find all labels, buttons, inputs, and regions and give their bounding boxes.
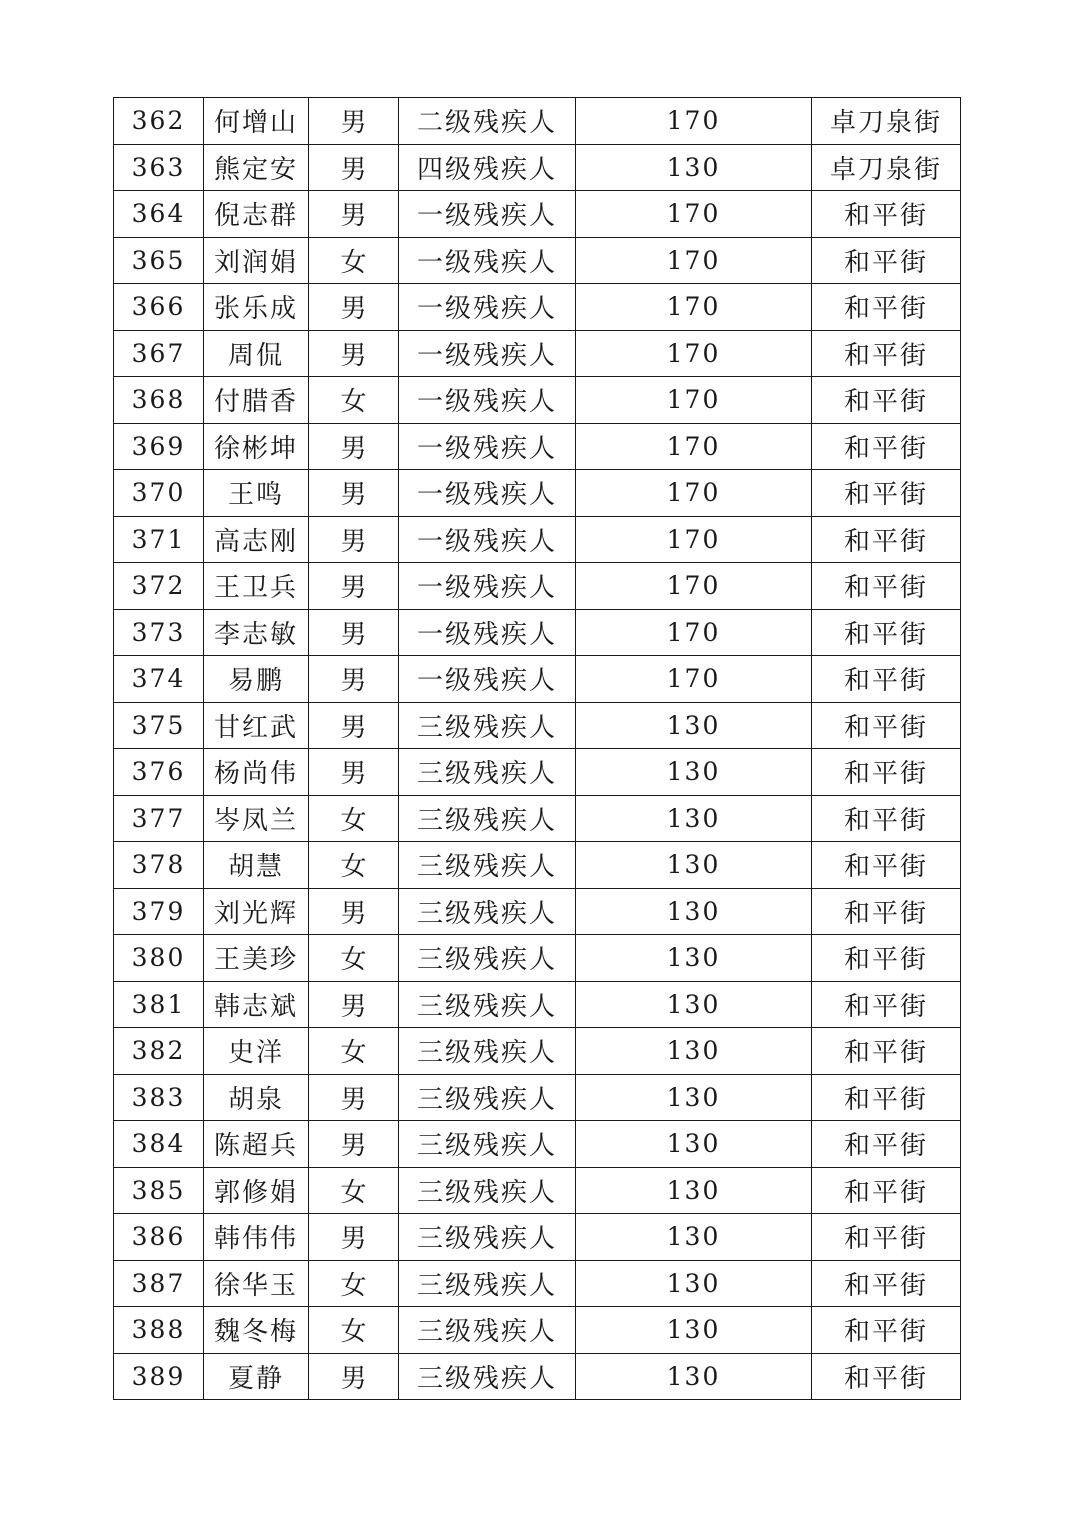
cell-number: 373	[114, 609, 204, 656]
cell-name: 郭修娟	[204, 1167, 309, 1214]
cell-name: 甘红武	[204, 702, 309, 749]
cell-number: 384	[114, 1121, 204, 1168]
table-row	[114, 656, 961, 703]
cell-gender: 男	[309, 563, 399, 610]
cell-name: 王鸣	[204, 470, 309, 517]
cell-number: 389	[114, 1353, 204, 1400]
table-row	[114, 516, 961, 563]
cell-number: 380	[114, 935, 204, 982]
cell-disability-level: 三级残疾人	[399, 842, 576, 889]
cell-number: 378	[114, 842, 204, 889]
cell-disability-level: 一级残疾人	[399, 516, 576, 563]
cell-gender: 男	[309, 516, 399, 563]
cell-number: 365	[114, 237, 204, 284]
cell-street: 和平街	[812, 1074, 961, 1121]
cell-disability-level: 一级残疾人	[399, 609, 576, 656]
cell-amount: 130	[576, 1028, 812, 1075]
cell-street: 和平街	[812, 237, 961, 284]
cell-disability-level: 三级残疾人	[399, 795, 576, 842]
cell-disability-level: 三级残疾人	[399, 888, 576, 935]
cell-number: 374	[114, 656, 204, 703]
cell-amount: 130	[576, 935, 812, 982]
cell-amount: 130	[576, 1074, 812, 1121]
cell-disability-level: 一级残疾人	[399, 237, 576, 284]
cell-disability-level: 三级残疾人	[399, 1214, 576, 1261]
cell-amount: 130	[576, 888, 812, 935]
cell-name: 易鹏	[204, 656, 309, 703]
cell-street: 和平街	[812, 1028, 961, 1075]
cell-gender: 女	[309, 935, 399, 982]
cell-amount: 170	[576, 191, 812, 238]
cell-street: 和平街	[812, 377, 961, 424]
cell-street: 和平街	[812, 1214, 961, 1261]
cell-number: 386	[114, 1214, 204, 1261]
cell-amount: 130	[576, 1307, 812, 1354]
cell-name: 夏静	[204, 1353, 309, 1400]
cell-disability-level: 三级残疾人	[399, 981, 576, 1028]
cell-disability-level: 一级残疾人	[399, 377, 576, 424]
table-row	[114, 1260, 961, 1307]
cell-gender: 女	[309, 1307, 399, 1354]
cell-gender: 男	[309, 702, 399, 749]
cell-street: 和平街	[812, 1167, 961, 1214]
cell-number: 369	[114, 423, 204, 470]
cell-number: 388	[114, 1307, 204, 1354]
table-row	[114, 935, 961, 982]
cell-disability-level: 三级残疾人	[399, 935, 576, 982]
cell-name: 高志刚	[204, 516, 309, 563]
table-row	[114, 1028, 961, 1075]
cell-number: 363	[114, 144, 204, 191]
cell-number: 366	[114, 284, 204, 331]
cell-disability-level: 一级残疾人	[399, 284, 576, 331]
cell-number: 370	[114, 470, 204, 517]
cell-street: 和平街	[812, 935, 961, 982]
cell-name: 张乐成	[204, 284, 309, 331]
table-row	[114, 1074, 961, 1121]
cell-amount: 130	[576, 702, 812, 749]
cell-number: 375	[114, 702, 204, 749]
cell-name: 徐华玉	[204, 1260, 309, 1307]
cell-amount: 130	[576, 981, 812, 1028]
cell-disability-level: 二级残疾人	[399, 98, 576, 145]
table-row	[114, 470, 961, 517]
cell-street: 卓刀泉街	[812, 98, 961, 145]
cell-name: 何增山	[204, 98, 309, 145]
cell-number: 364	[114, 191, 204, 238]
records-table-body	[114, 98, 961, 1400]
cell-number: 371	[114, 516, 204, 563]
cell-name: 周侃	[204, 330, 309, 377]
cell-street: 和平街	[812, 656, 961, 703]
table-row	[114, 1121, 961, 1168]
cell-number: 387	[114, 1260, 204, 1307]
cell-amount: 170	[576, 563, 812, 610]
cell-disability-level: 一级残疾人	[399, 563, 576, 610]
cell-street: 和平街	[812, 516, 961, 563]
table-row	[114, 1214, 961, 1261]
cell-name: 李志敏	[204, 609, 309, 656]
cell-name: 魏冬梅	[204, 1307, 309, 1354]
cell-gender: 男	[309, 656, 399, 703]
cell-disability-level: 三级残疾人	[399, 1353, 576, 1400]
cell-disability-level: 三级残疾人	[399, 1260, 576, 1307]
cell-gender: 男	[309, 749, 399, 796]
cell-number: 383	[114, 1074, 204, 1121]
cell-street: 和平街	[812, 702, 961, 749]
cell-street: 和平街	[812, 423, 961, 470]
cell-street: 和平街	[812, 284, 961, 331]
cell-street: 和平街	[812, 330, 961, 377]
table-row	[114, 237, 961, 284]
cell-amount: 130	[576, 1167, 812, 1214]
cell-name: 韩志斌	[204, 981, 309, 1028]
cell-gender: 男	[309, 609, 399, 656]
table-row	[114, 1167, 961, 1214]
cell-disability-level: 三级残疾人	[399, 1074, 576, 1121]
cell-gender: 男	[309, 1214, 399, 1261]
cell-number: 379	[114, 888, 204, 935]
cell-gender: 男	[309, 330, 399, 377]
cell-amount: 130	[576, 1260, 812, 1307]
table-row	[114, 609, 961, 656]
cell-gender: 男	[309, 981, 399, 1028]
cell-number: 381	[114, 981, 204, 1028]
cell-disability-level: 一级残疾人	[399, 423, 576, 470]
cell-street: 和平街	[812, 1307, 961, 1354]
cell-gender: 男	[309, 144, 399, 191]
cell-amount: 170	[576, 284, 812, 331]
cell-number: 362	[114, 98, 204, 145]
cell-street: 和平街	[812, 749, 961, 796]
cell-amount: 170	[576, 423, 812, 470]
cell-gender: 女	[309, 377, 399, 424]
table-row	[114, 981, 961, 1028]
cell-number: 368	[114, 377, 204, 424]
cell-gender: 男	[309, 1074, 399, 1121]
cell-name: 胡慧	[204, 842, 309, 889]
table-row	[114, 563, 961, 610]
cell-amount: 130	[576, 842, 812, 889]
cell-number: 385	[114, 1167, 204, 1214]
cell-disability-level: 三级残疾人	[399, 1307, 576, 1354]
cell-gender: 女	[309, 237, 399, 284]
cell-amount: 130	[576, 1214, 812, 1261]
cell-disability-level: 三级残疾人	[399, 749, 576, 796]
cell-disability-level: 一级残疾人	[399, 656, 576, 703]
cell-name: 王卫兵	[204, 563, 309, 610]
cell-gender: 男	[309, 1121, 399, 1168]
cell-amount: 130	[576, 749, 812, 796]
table-row	[114, 98, 961, 145]
cell-gender: 男	[309, 98, 399, 145]
cell-amount: 130	[576, 1121, 812, 1168]
cell-street: 卓刀泉街	[812, 144, 961, 191]
cell-gender: 男	[309, 423, 399, 470]
cell-number: 372	[114, 563, 204, 610]
cell-gender: 男	[309, 1353, 399, 1400]
cell-amount: 130	[576, 795, 812, 842]
cell-amount: 170	[576, 237, 812, 284]
cell-number: 377	[114, 795, 204, 842]
cell-gender: 男	[309, 191, 399, 238]
table-row	[114, 1353, 961, 1400]
cell-name: 倪志群	[204, 191, 309, 238]
table-row	[114, 842, 961, 889]
cell-amount: 170	[576, 470, 812, 517]
cell-name: 韩伟伟	[204, 1214, 309, 1261]
table-row	[114, 795, 961, 842]
cell-disability-level: 一级残疾人	[399, 330, 576, 377]
cell-name: 付腊香	[204, 377, 309, 424]
cell-disability-level: 三级残疾人	[399, 1121, 576, 1168]
cell-gender: 女	[309, 795, 399, 842]
records-table	[113, 97, 961, 1400]
cell-name: 杨尚伟	[204, 749, 309, 796]
cell-gender: 男	[309, 470, 399, 517]
cell-name: 熊定安	[204, 144, 309, 191]
cell-disability-level: 一级残疾人	[399, 470, 576, 517]
cell-amount: 170	[576, 330, 812, 377]
cell-number: 376	[114, 749, 204, 796]
cell-name: 岑凤兰	[204, 795, 309, 842]
cell-gender: 女	[309, 842, 399, 889]
cell-disability-level: 一级残疾人	[399, 191, 576, 238]
cell-name: 史洋	[204, 1028, 309, 1075]
cell-street: 和平街	[812, 842, 961, 889]
cell-name: 徐彬坤	[204, 423, 309, 470]
cell-amount: 170	[576, 516, 812, 563]
cell-street: 和平街	[812, 795, 961, 842]
table-row	[114, 888, 961, 935]
cell-disability-level: 三级残疾人	[399, 1028, 576, 1075]
cell-street: 和平街	[812, 191, 961, 238]
cell-amount: 170	[576, 377, 812, 424]
cell-amount: 130	[576, 1353, 812, 1400]
cell-gender: 男	[309, 888, 399, 935]
table-row	[114, 330, 961, 377]
cell-amount: 130	[576, 144, 812, 191]
cell-name: 胡泉	[204, 1074, 309, 1121]
cell-street: 和平街	[812, 1121, 961, 1168]
table-row	[114, 1307, 961, 1354]
cell-street: 和平街	[812, 470, 961, 517]
cell-gender: 女	[309, 1167, 399, 1214]
table-row	[114, 284, 961, 331]
table-row	[114, 377, 961, 424]
cell-name: 刘光辉	[204, 888, 309, 935]
cell-disability-level: 三级残疾人	[399, 1167, 576, 1214]
table-row	[114, 702, 961, 749]
cell-name: 陈超兵	[204, 1121, 309, 1168]
cell-name: 刘润娟	[204, 237, 309, 284]
cell-street: 和平街	[812, 563, 961, 610]
cell-street: 和平街	[812, 1260, 961, 1307]
table-row	[114, 144, 961, 191]
table-row	[114, 423, 961, 470]
cell-disability-level: 三级残疾人	[399, 702, 576, 749]
table-row	[114, 191, 961, 238]
cell-amount: 170	[576, 656, 812, 703]
cell-amount: 170	[576, 98, 812, 145]
cell-amount: 170	[576, 609, 812, 656]
cell-number: 367	[114, 330, 204, 377]
cell-name: 王美珍	[204, 935, 309, 982]
cell-gender: 女	[309, 1260, 399, 1307]
cell-gender: 女	[309, 1028, 399, 1075]
cell-gender: 男	[309, 284, 399, 331]
cell-number: 382	[114, 1028, 204, 1075]
cell-street: 和平街	[812, 981, 961, 1028]
table-row	[114, 749, 961, 796]
cell-disability-level: 四级残疾人	[399, 144, 576, 191]
cell-street: 和平街	[812, 888, 961, 935]
cell-street: 和平街	[812, 609, 961, 656]
cell-street: 和平街	[812, 1353, 961, 1400]
